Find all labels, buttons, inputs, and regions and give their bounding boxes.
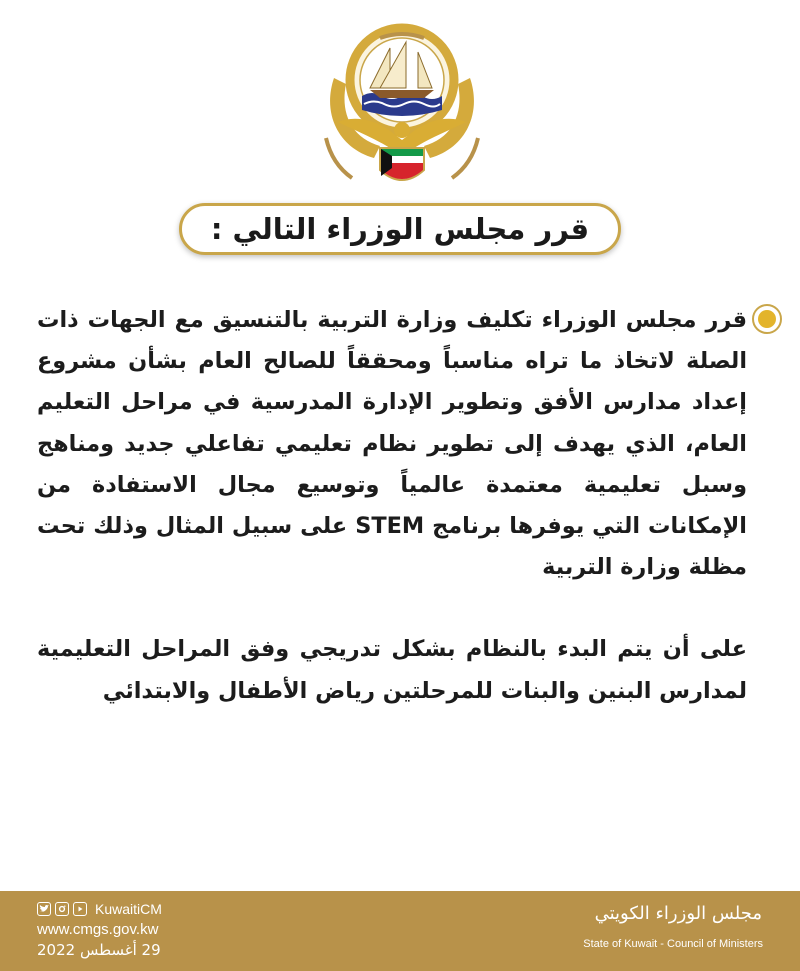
footer-bar	[0, 891, 800, 971]
website-link[interactable]: www.cmgs.gov.kw	[37, 921, 159, 938]
publish-date: 29 أغسطس 2022	[37, 941, 161, 959]
youtube-icon[interactable]	[73, 902, 87, 916]
social-links	[37, 901, 162, 917]
decision-body	[37, 300, 747, 712]
twitter-icon[interactable]	[37, 902, 51, 916]
decision-title: قرر مجلس الوزراء التالي :	[210, 212, 590, 246]
decision-paragraph-1: قرر مجلس الوزراء تكليف وزارة التربية بالتنسيق مع الجهات ذات الصلة لاتخاذ ما تراه مناسباً ومحققاً للصالح العام بشأن مشروع إعداد مدارس الأفق وتطوير الإدارة المدرسية في مراحل التعليم العام، الذي يهدف إلى تطوير نظام تعليمي تفاعلي جديد ومناهج وسبل تعليمية معتمدة عالمياً وتوسيع مجال الاستفادة من الإمكانات التي يوفرها برنامج STEM على سبيل المثال وذلك تحت مظلة وزارة التربية	[37, 307, 747, 581]
org-name-english: State of Kuwait - Council of Ministers	[583, 938, 763, 950]
social-handle[interactable]: KuwaitiCM	[95, 901, 162, 917]
instagram-icon[interactable]	[55, 902, 69, 916]
decision-title-box	[179, 203, 621, 255]
bullet-dot	[758, 310, 776, 328]
org-name-arabic: مجلس الوزراء الكويتي	[594, 903, 762, 924]
bullet-icon	[752, 304, 782, 334]
decision-paragraph-2: على أن يتم البدء بالنظام بشكل تدريجي وفق المراحل التعليمية لمدارس البنين والبنات للمرحلتين رياض الأطفال والابتدائي	[37, 636, 747, 704]
kuwait-emblem	[318, 18, 486, 194]
